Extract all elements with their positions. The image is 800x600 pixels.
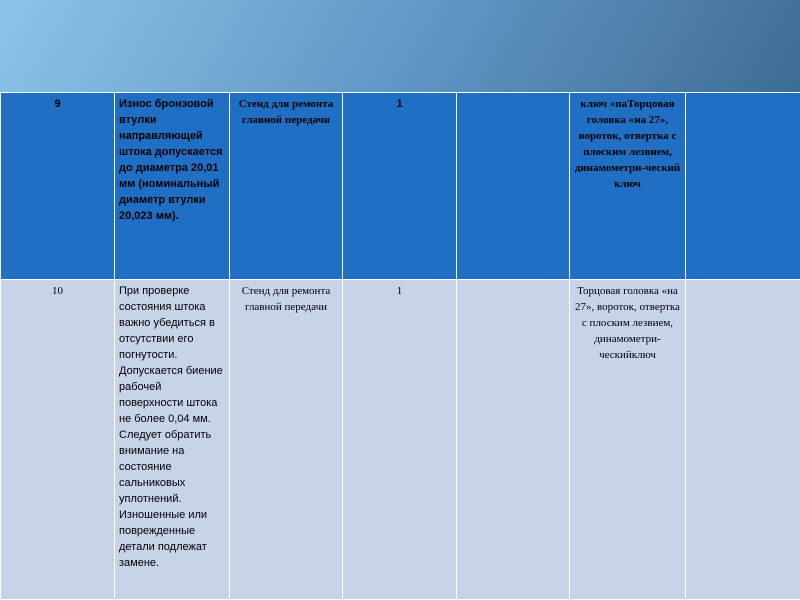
row-quantity: 1 (343, 280, 457, 600)
row-empty-cell (457, 93, 570, 280)
row-description: При проверке состояния штока важно убедиться в отсутствии его погнутости. Допускается биение рабочей поверхности штока не более 0,04 мм. Следует обратить внимание на состояние сальниковых уплотнений. Изношенные или поврежденные детали подлежат замене. (115, 280, 230, 600)
row-quantity: 1 (343, 93, 457, 280)
row-tools: ключ «паТорцовая головка «на 27», вороток, отвертка с плоским лезвием, динамометри-ческий ключ (570, 93, 686, 280)
row-empty-cell (686, 280, 800, 600)
row-number: 10 (1, 280, 115, 600)
procedure-table (0, 92, 800, 600)
row-equipment: Стенд для ремонта главной передачи (230, 280, 343, 600)
row-empty-cell (686, 93, 800, 280)
row-empty-cell (457, 280, 570, 600)
row-equipment: Стенд для ремонта главной передачи (230, 93, 343, 280)
row-tools: Торцовая головка «на 27», вороток, отвертка с плоским лезвием, динамометри-ческийключ (570, 280, 686, 600)
row-number: 9 (1, 93, 115, 280)
table-row (1, 93, 800, 280)
row-description: Износ бронзовой втулки направляющей штока допускается до диаметра 20,01 мм (номинальный диаметр втулки 20,023 мм). (115, 93, 230, 280)
header-background (0, 0, 800, 92)
table-row (1, 280, 800, 600)
